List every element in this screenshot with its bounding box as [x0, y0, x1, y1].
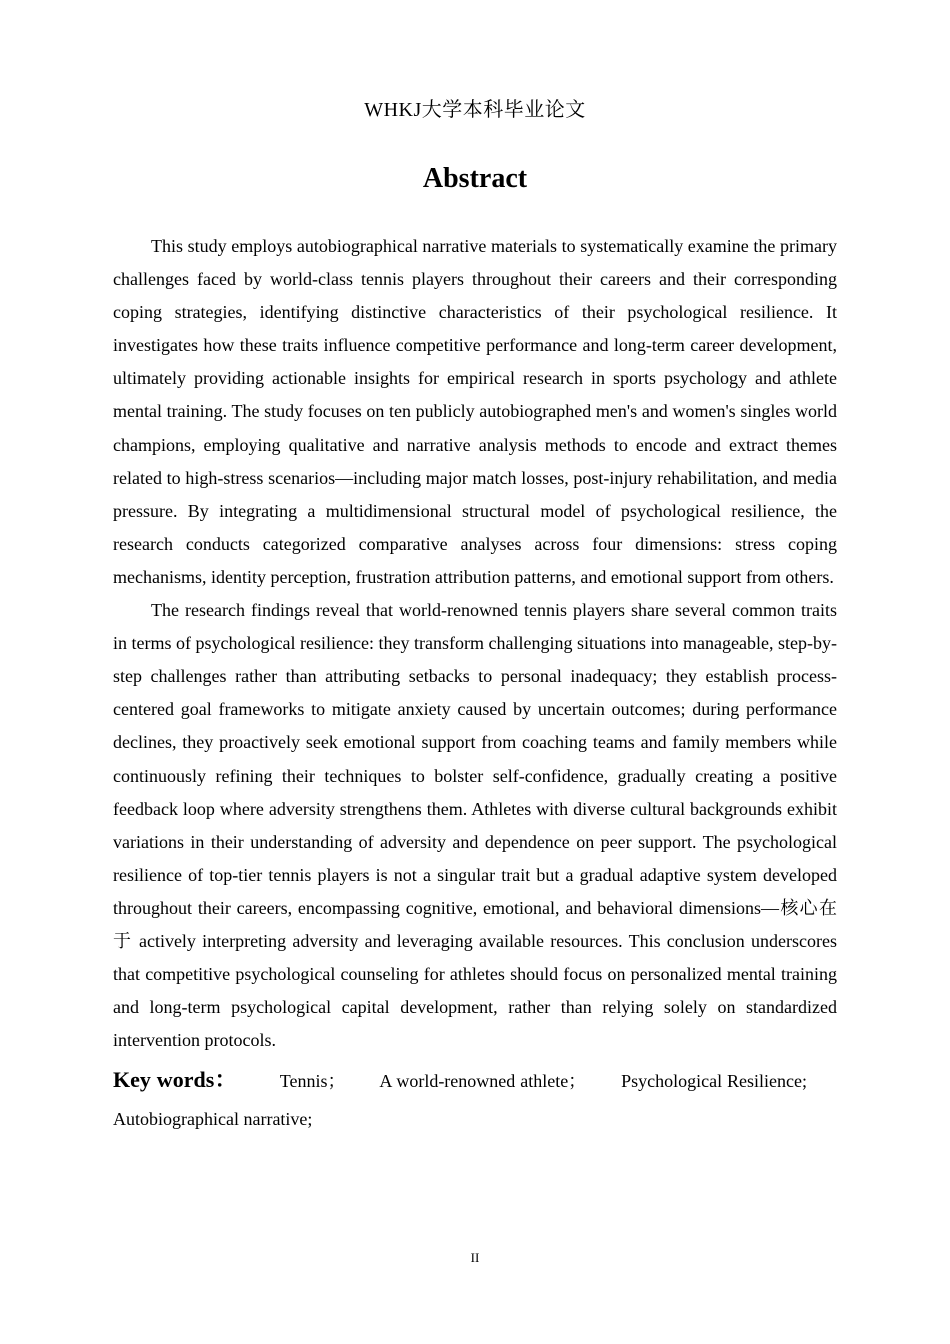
keyword-item: Tennis； — [279, 1071, 346, 1092]
abstract-body — [113, 230, 837, 1138]
keyword-item: Autobiographical narrative; — [113, 1109, 313, 1130]
keywords-label: Key words： — [113, 1067, 238, 1093]
running-header: WHKJ大学本科毕业论文 — [364, 99, 586, 121]
abstract-paragraph-1: This study employs autobiographical narrative materials to systematically examine the primary challenges faced by world-class tennis players throughout their careers and their corresponding coping strategies, identifying distinctive characteristics of their psychological resilience. It investigates how these traits influence competitive performance and long-term career development, ultimately providing actionable insights for empirical research in sports psychology and athlete mental training. The study focuses on ten publicly autobiographed men's and women's singles world champions, employing qualitative and narrative analysis methods to encode and extract themes related to high-stress scenarios—including major match losses, post-injury rehabilitation, and media pressure. By integrating a multidimensional structural model of psychological resilience, the research conducts categorized comparative analyses across four dimensions: stress coping mechanisms, identity perception, frustration attribution patterns, and emotional support from others. — [113, 236, 837, 587]
keyword-item: Psychological Resilience; — [621, 1071, 808, 1092]
page-number: II — [470, 1250, 480, 1265]
keyword-item: A world-renowned athlete； — [379, 1071, 587, 1092]
abstract-paragraph-2: The research findings reveal that world-renowned tennis players share several common traits in terms of psychological resilience: they transform challenging situations into manageable, step-by-step challenges rather than attributing setbacks to personal inadequacy; they establish process-centered goal frameworks to mitigate anxiety caused by uncertain outcomes; during performance declines, they proactively seek emotional support from coaching teams and family members while continuously refining their techniques to bolster self-confidence, gradually creating a positive feedback loop where adversity strengthens them. Athletes with diverse cultural backgrounds exhibit variations in their understanding of adversity and dependence on peer support. The psychological resilience of top-tier tennis players is not a singular trait but a gradual adaptive system developed throughout their careers, encompassing cognitive, emotional, and behavioral dimensions—核心在于 actively interpreting adversity and leveraging available resources. This conclusion underscores that competitive psychological counseling for athletes should focus on personalized mental training and long-term psychological capital development, rather than relying solely on standardized intervention protocols. — [113, 600, 837, 1051]
abstract-title: Abstract — [422, 163, 528, 194]
keywords-line — [113, 1061, 837, 1138]
